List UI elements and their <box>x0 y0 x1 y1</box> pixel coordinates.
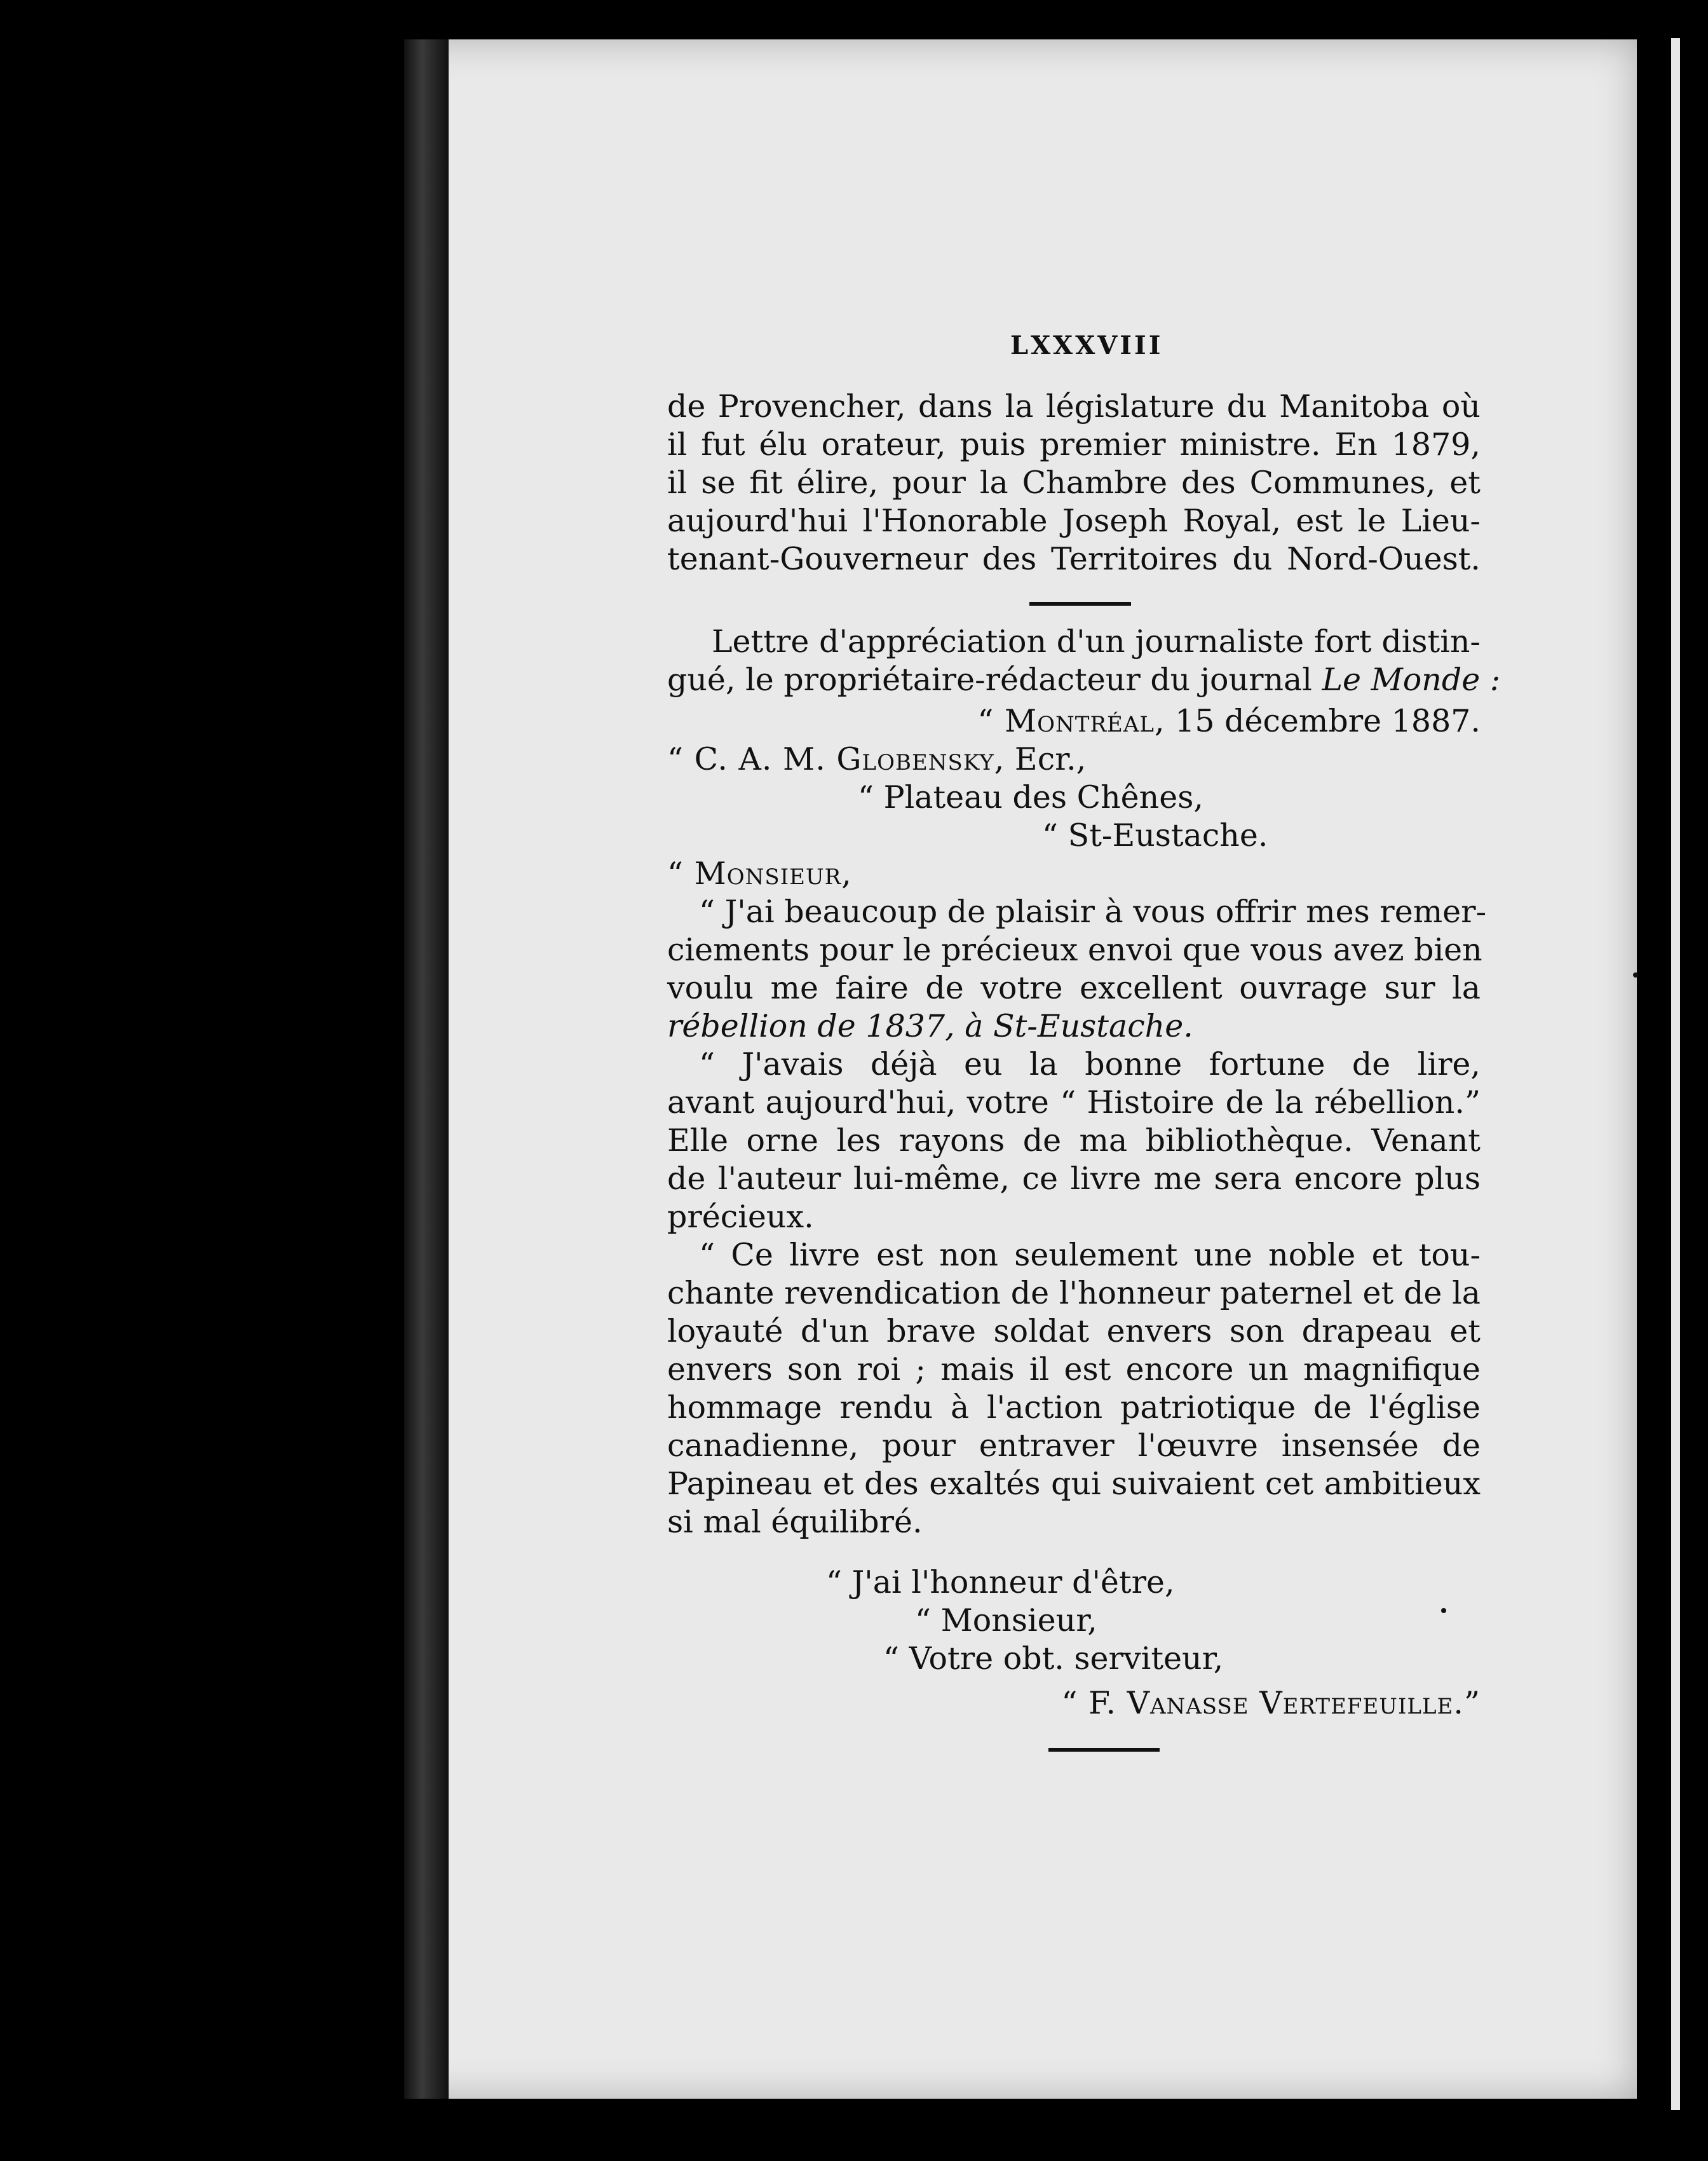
text-line: rébellion de 1837, à St-Eustache. <box>667 1008 1193 1044</box>
addressee-title: Ecr., <box>1014 741 1087 777</box>
addressee-name: “ C. A. M. Globensky, <box>667 741 1005 777</box>
binding-shadow <box>404 39 449 2099</box>
text-line: il se fit élire, pour la Chambre des Communes, et <box>667 465 1481 501</box>
text-line: aujourd'hui l'Honorable Joseph Royal, est le Lieu- <box>667 503 1481 539</box>
address-line: “ St-Eustache. <box>1042 817 1268 854</box>
text-line: “ J'avais déjà eu la bonne fortune de lire, <box>699 1046 1481 1082</box>
signature: “ F. Vanasse Vertefeuille.” <box>1061 1685 1481 1721</box>
text-line: Lettre d'appréciation d'un journaliste fort distin- <box>712 624 1481 660</box>
text-line: ciements pour le précieux envoi que vous avez bien <box>667 932 1482 968</box>
text-line: Elle orne les rayons de ma bibliothèque. Venant <box>667 1122 1481 1159</box>
closing-line: “ J'ai l'honneur d'être, <box>826 1564 1175 1600</box>
closing-line: “ Votre obt. serviteur, <box>883 1640 1224 1677</box>
text-line: précieux. <box>667 1199 814 1235</box>
text-line: de Provencher, dans la législature du Manitoba où <box>667 388 1481 425</box>
text-line: envers son roi ; mais il est encore un magnifique <box>667 1351 1481 1387</box>
text-line: voulu me faire de votre excellent ouvrage sur la <box>667 970 1481 1006</box>
text-line: avant aujourd'hui, votre “ Histoire de la rébellion.” <box>667 1084 1481 1121</box>
text-line: canadienne, pour entraver l'œuvre insensée de <box>667 1428 1481 1464</box>
text-line: Papineau et des exaltés qui suivaient cet ambitieux <box>667 1466 1481 1502</box>
text-line: hommage rendu à l'action patriotique de l'église <box>667 1389 1481 1426</box>
address-line: “ Plateau des Chênes, <box>858 779 1203 815</box>
intro-text: gué, le propriétaire-rédacteur du journal <box>667 662 1312 698</box>
closing-line: “ Monsieur, <box>915 1602 1097 1639</box>
text-line: chante revendication de l'honneur paternel et de la <box>667 1275 1481 1311</box>
dateline-place: “ Montréal, <box>977 703 1165 739</box>
speck <box>1441 1608 1446 1613</box>
text-line: loyauté d'un brave soldat envers son drapeau et <box>667 1313 1481 1349</box>
salutation: “ Monsieur, <box>667 856 852 892</box>
text-line: “ J'ai beaucoup de plaisir à vous offrir mes remer- <box>699 894 1487 930</box>
text-line: tenant-Gouverneur des Territoires du Nord-Ouest. <box>667 541 1481 577</box>
page-edge <box>1671 38 1680 2110</box>
section-rule <box>1029 602 1131 606</box>
journal-title: Le Monde : <box>1322 662 1501 698</box>
text-line: de l'auteur lui-même, ce livre me sera encore plus <box>667 1161 1481 1197</box>
section-rule <box>1048 1748 1160 1752</box>
text-line: si mal équilibré. <box>667 1504 923 1540</box>
addressee-line <box>667 740 1481 779</box>
speck <box>1633 972 1638 978</box>
dateline-date: 15 décembre 1887. <box>1175 703 1481 739</box>
running-head: LXXXVIII <box>1010 331 1163 360</box>
letter-dateline <box>944 702 1481 740</box>
text-line: il fut élu orateur, puis premier ministre. En 1879, <box>667 426 1481 463</box>
text-line: “ Ce livre est non seulement une noble et tou- <box>699 1237 1481 1273</box>
text-line <box>667 661 1501 699</box>
